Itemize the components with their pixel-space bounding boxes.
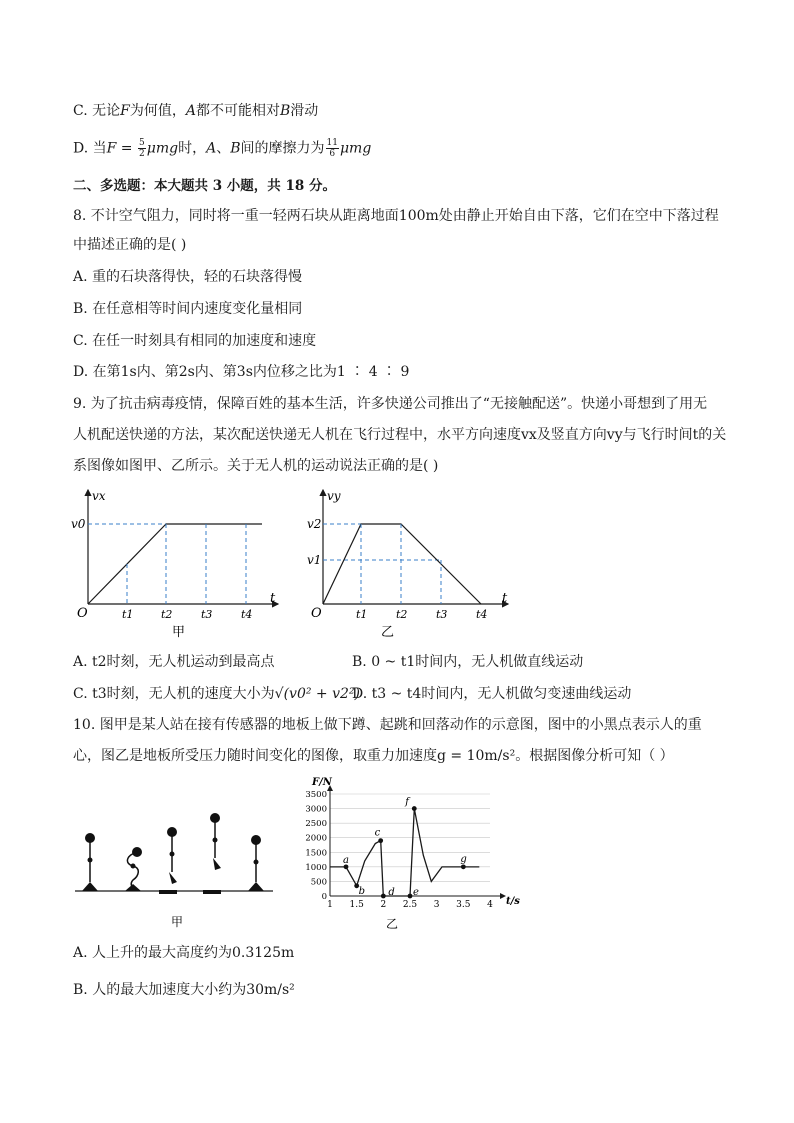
origin-label: O xyxy=(77,606,88,621)
q10-stem-1: 10. 图甲是某人站在接有传感器的地板上做下蹲、起跳和回落动作的示意图，图中的小黑点表示人的重 xyxy=(73,717,702,733)
vx-time-graph xyxy=(70,484,285,644)
q8-option-b: B. 在任意相等时间内速度变化量相同 xyxy=(73,301,303,317)
v1-label: v1 xyxy=(307,553,322,567)
point-label-g: g xyxy=(460,853,467,865)
person-standing-2 xyxy=(248,835,264,891)
q9-option-c: C. t3时刻，无人机的速度大小为√(v0² + v2²) xyxy=(73,686,360,702)
vy-time-graph xyxy=(303,484,518,644)
svg-text:t2: t2 xyxy=(396,608,408,621)
point-label-f: f xyxy=(405,796,409,808)
tick-t4: t4 xyxy=(241,608,253,621)
q8-option-d: D. 在第1s内、第2s内、第3s内位移之比为1 ∶ 4 ∶ 9 xyxy=(73,364,410,380)
point-label-a: a xyxy=(343,854,349,866)
t-label: t xyxy=(270,591,276,606)
section-title: 二、多选题：本大题共 3 小题，共 18 分。 xyxy=(73,178,336,194)
point-g xyxy=(461,864,466,869)
y-tick-label: 1000 xyxy=(305,862,327,873)
y-tick-label: 2500 xyxy=(305,819,327,830)
q10-option-b: B. 人的最大加速度大小约为30m/s² xyxy=(73,982,295,998)
y-tick-label: 1500 xyxy=(305,848,327,859)
point-e xyxy=(408,894,413,899)
q9-stem-1: 9. 为了抗击病毒疫情，保障百姓的基本生活，许多快递公司推出了“无接触配送”。快递小哥想到了用无 xyxy=(73,396,708,412)
person-squatting xyxy=(125,847,142,891)
q8-option-a: A. 重的石块落得快，轻的石块落得慢 xyxy=(73,269,303,285)
person-takeoff xyxy=(159,827,177,894)
y-tick-label: 2000 xyxy=(305,833,327,844)
force-time-chart xyxy=(300,776,530,936)
y-tick-label: 0 xyxy=(321,892,327,902)
caption-jia: 甲 xyxy=(172,625,186,640)
caption-yi: 乙 xyxy=(381,625,395,640)
q8-stem-1: 8. 不计空气阻力，同时将一重一轻两石块从距离地面100m处由静止开始自由下落，它们在空中下落过程 xyxy=(73,208,719,224)
vx-label: vx xyxy=(92,489,106,503)
q9-stem-3: 系图像如图甲、乙所示。关于无人机的运动说法正确的是( ) xyxy=(73,458,439,474)
point-f xyxy=(412,806,417,811)
y-tick-label: 3500 xyxy=(305,790,327,800)
caption-jia-2: 甲 xyxy=(171,915,184,929)
y-tick-label: 3000 xyxy=(305,804,327,815)
point-c xyxy=(378,838,383,843)
y-tick-label: 500 xyxy=(310,877,327,888)
svg-text:t4: t4 xyxy=(476,608,488,621)
tick-t3: t3 xyxy=(201,608,213,621)
q8-option-c: C. 在任一时刻具有相同的加速度和速度 xyxy=(73,333,317,349)
vy-curve xyxy=(323,524,481,604)
svg-text:t3: t3 xyxy=(436,608,448,621)
v2-label: v2 xyxy=(307,517,322,531)
point-label-d: d xyxy=(388,887,395,898)
fraction-5-2: $\frac{5}{2}$ xyxy=(139,138,145,159)
q8-stem-2: 中描述正确的是( ) xyxy=(73,237,187,253)
point-label-b: b xyxy=(358,885,366,897)
tick-t1: t1 xyxy=(122,608,134,621)
option-c-line: C. 无论F为何值，A都不可能相对B滑动 xyxy=(73,103,319,119)
x-tick-label: 2 xyxy=(380,900,387,910)
point-d xyxy=(381,894,386,899)
x-tick-label: 3.5 xyxy=(456,900,471,910)
q10-stem-2: 心，图乙是地板所受压力随时间变化的图像，取重力加速度g = 10m/s²。根据图像分析可知（ ） xyxy=(73,748,674,764)
sqrt-expression: √(v0² + v2²) xyxy=(274,686,360,702)
fraction-11-6: $\frac{11}{6}$ xyxy=(326,138,338,159)
q9-option-d: D. t3 ~ t4时间内，无人机做匀变速曲线运动 xyxy=(352,686,632,702)
q9-option-a: A. t2时刻，无人机运动到最高点 xyxy=(73,654,275,670)
x-tick-label: 4 xyxy=(487,900,493,910)
svg-text:vy: vy xyxy=(327,489,341,503)
q9-stem-2: 人机配送快递的方法，某次配送快递无人机在飞行过程中，水平方向速度vx及竖直方向vy与飞行时间t的关 xyxy=(73,427,727,443)
x-tick-label: 1.5 xyxy=(349,900,364,910)
option-d-line: D. 当F = $\frac{5}{2}$ μmg时，A、B间的摩擦力为 $\frac{11}{6}$ μmg xyxy=(73,138,372,159)
person-airborne xyxy=(203,813,221,894)
q10-option-a: A. 人上升的最大高度约为0.3125m xyxy=(73,945,295,961)
x-tick-label: 2.5 xyxy=(402,900,418,910)
svg-text:t1: t1 xyxy=(356,608,368,621)
caption-yi-2: 乙 xyxy=(386,917,399,931)
point-label-c: c xyxy=(374,827,381,839)
tick-t2: t2 xyxy=(161,608,173,621)
squat-jump-sequence-figure xyxy=(73,800,283,935)
x-tick-label: 1 xyxy=(327,900,333,910)
chart-ylabel: F/N xyxy=(312,777,332,788)
svg-text:O: O xyxy=(311,606,322,621)
x-tick-label: 3 xyxy=(433,900,440,910)
chart-xlabel: t/s xyxy=(506,896,520,907)
v0-label: v0 xyxy=(71,517,86,531)
point-label-e: e xyxy=(413,887,419,898)
q9-option-b: B. 0 ~ t1时间内，无人机做直线运动 xyxy=(352,654,584,670)
svg-text:t: t xyxy=(502,591,508,606)
person-standing-1 xyxy=(82,833,98,891)
